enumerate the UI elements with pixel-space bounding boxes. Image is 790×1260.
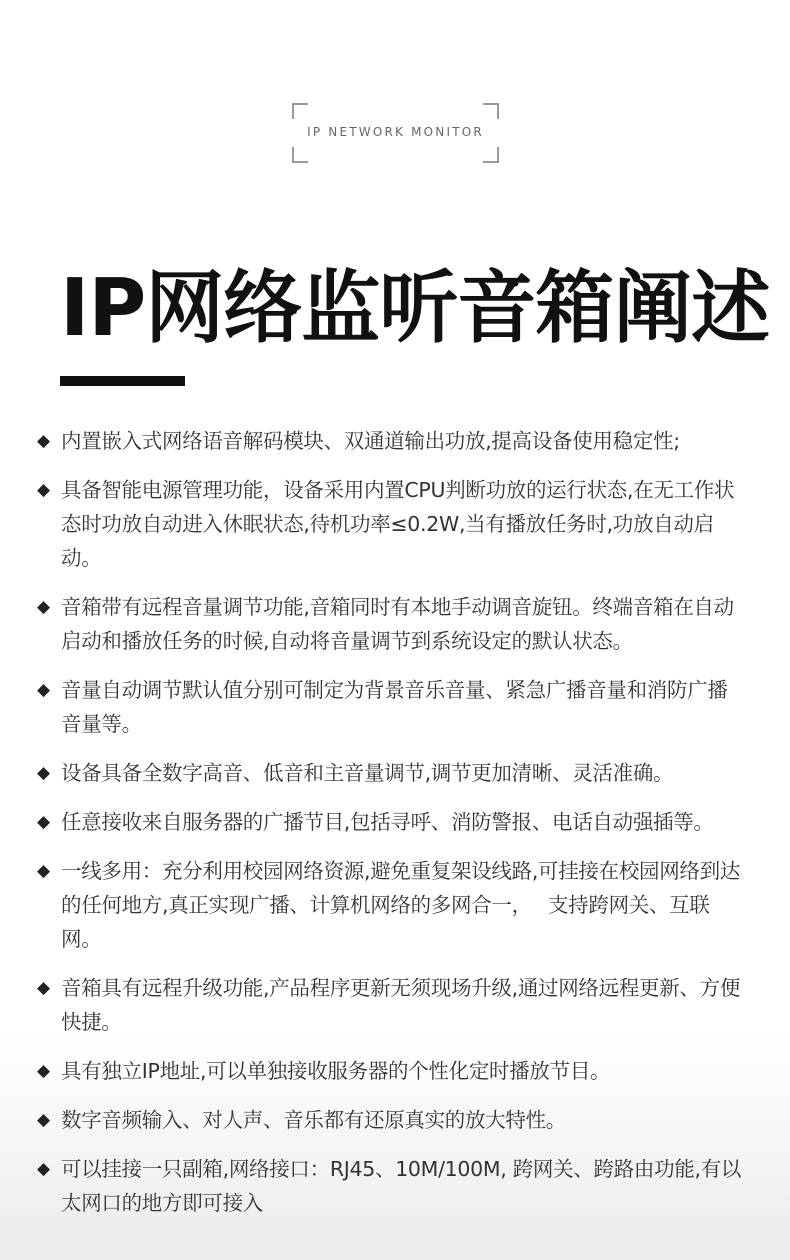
feature-text: 可以挂接一只副箱,网络接口：RJ45、10M/100M, 跨网关、跨路由功能,有以太网口的地方即可接入	[61, 1157, 742, 1215]
feature-text: 具备智能电源管理功能，设备采用内置CPU判断功放的运行状态,在无工作状态时功放自动进入休眠状态,待机功率≤0.2W,当有播放任务时,功放自动启动。	[61, 478, 735, 570]
frame-corner-top-left	[292, 103, 308, 119]
feature-list	[37, 424, 747, 1235]
feature-text: 内置嵌入式网络语音解码模块、双通道输出功放,提高设备使用稳定性;	[61, 429, 680, 453]
diamond-bullet-icon: ◆	[37, 1061, 50, 1081]
feature-item	[37, 424, 747, 458]
frame-corner-bottom-left	[292, 147, 308, 163]
subtitle: IP NETWORK MONITOR	[307, 125, 484, 139]
diamond-bullet-icon: ◆	[37, 763, 50, 783]
feature-text: 具有独立IP地址,可以单独接收服务器的个性化定时播放节目。	[61, 1059, 611, 1083]
feature-text: 音箱具有远程升级功能,产品程序更新无须现场升级,通过网络远程更新、方便快捷。	[61, 976, 741, 1034]
diamond-bullet-icon: ◆	[37, 1110, 50, 1130]
diamond-bullet-icon: ◆	[37, 1159, 50, 1179]
diamond-bullet-icon: ◆	[37, 680, 50, 700]
feature-item	[37, 971, 747, 1039]
title-underline	[60, 376, 185, 386]
feature-item	[37, 756, 747, 790]
diamond-bullet-icon: ◆	[37, 480, 50, 500]
feature-item	[37, 473, 747, 575]
feature-text: 音箱带有远程音量调节功能,音箱同时有本地手动调音旋钮。终端音箱在自动启动和播放任务的时候,自动将音量调节到系统设定的默认状态。	[61, 595, 734, 653]
feature-item	[37, 673, 747, 741]
page-title: IP网络监听音箱阐述	[60, 262, 770, 354]
feature-item	[37, 805, 747, 839]
diamond-bullet-icon: ◆	[37, 431, 50, 451]
feature-item	[37, 590, 747, 658]
diamond-bullet-icon: ◆	[37, 861, 50, 881]
feature-text: 设备具备全数字高音、低音和主音量调节,调节更加清晰、灵活准确。	[61, 761, 674, 785]
feature-text: 音量自动调节默认值分别可制定为背景音乐音量、紧急广播音量和消防广播音量等。	[61, 678, 728, 736]
feature-item	[37, 1103, 747, 1137]
feature-item	[37, 1054, 747, 1088]
frame-corner-bottom-right	[483, 147, 499, 163]
diamond-bullet-icon: ◆	[37, 597, 50, 617]
frame-corner-top-right	[483, 103, 499, 119]
feature-text: 一线多用：充分利用校园网络资源,避免重复架设线路,可挂接在校园网络到达的任何地方,真正实现广播、计算机网络的多网合一， 支持跨网关、互联网。	[61, 859, 741, 951]
diamond-bullet-icon: ◆	[37, 978, 50, 998]
feature-item	[37, 1152, 747, 1220]
feature-item	[37, 854, 747, 956]
diamond-bullet-icon: ◆	[37, 812, 50, 832]
subtitle-frame	[292, 103, 499, 163]
feature-text: 数字音频输入、对人声、音乐都有还原真实的放大特性。	[61, 1108, 566, 1132]
feature-text: 任意接收来自服务器的广播节目,包括寻呼、消防警报、电话自动强插等。	[61, 810, 714, 834]
